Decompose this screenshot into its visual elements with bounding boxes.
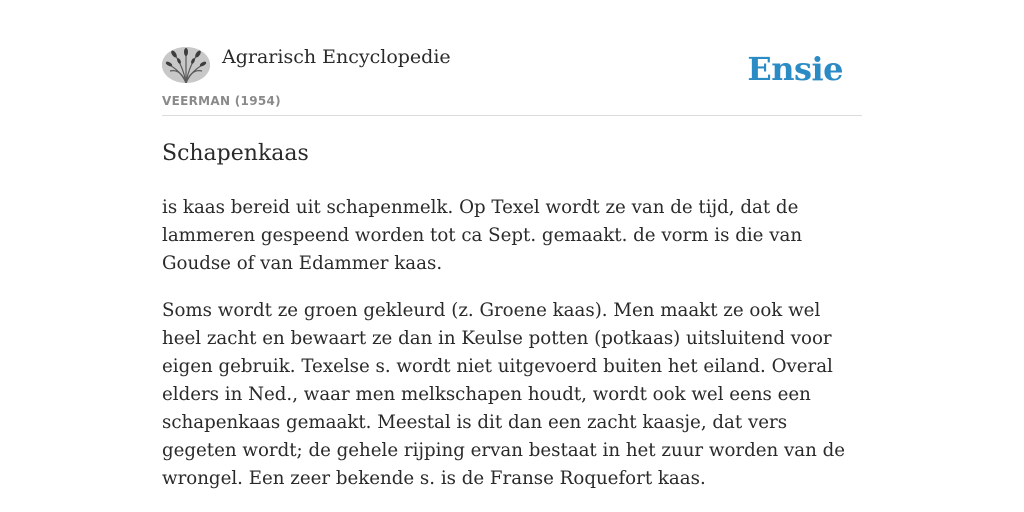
wheat-icon <box>162 47 210 83</box>
book-title[interactable]: Agrarisch Encyclopedie <box>222 46 451 68</box>
article-headword: Schapenkaas <box>162 141 309 166</box>
book-header <box>162 44 862 116</box>
brand-logo-link[interactable]: Ensie <box>747 50 843 88</box>
article-paragraph: Soms wordt ze groen gekleurd (z. Groene kaas). Men maakt ze ook wel heel zacht en bewaart ze dan in Keulse potten (potkaas) uitsluitend voor eigen gebruik. Texelse s. wordt niet uitgevoerd buiten het eiland. Overal elders in Ned., waar men melkschapen houdt, wordt ook wel eens een schapenkaas gemaakt. Meestal is dit dan een zacht kaasje, dat vers gegeten wordt; de gehele rijping ervan bestaat in het zuur worden van de wrongel. Een zeer bekende s. is de Franse Roquefort kaas. <box>162 300 846 489</box>
article-paragraph: is kaas bereid uit schapenmelk. Op Texel wordt ze van de tijd, dat de lammeren gespeend worden tot ca Sept. gemaakt. de vorm is die van Goudse of van Edammer kaas. <box>162 197 803 274</box>
edition-label: VEERMAN (1954) <box>162 94 281 108</box>
article <box>162 138 864 512</box>
